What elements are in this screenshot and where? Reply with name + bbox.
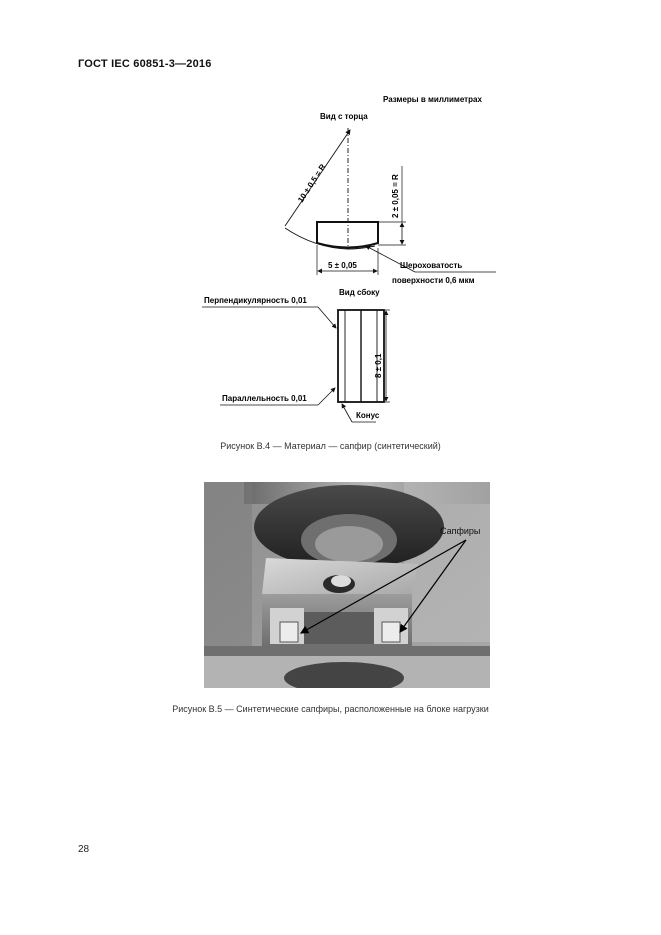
figure-b4-caption: Рисунок B.4 — Материал — сапфир (синтетический) (220, 441, 441, 451)
height-dimension: 2 ± 0,05 = R (391, 174, 400, 218)
side-view-label: Вид сбоку (339, 288, 380, 297)
width-dimension: 5 ± 0,05 (328, 261, 357, 270)
units-note: Размеры в миллиметрах (383, 95, 482, 104)
roughness-line2: поверхности 0,6 мкм (392, 276, 475, 285)
end-view-label: Вид с торца (320, 112, 368, 121)
sapphires-callout: Сапфиры (440, 526, 481, 536)
figure-b4-drawing (180, 88, 510, 433)
page-number: 28 (78, 844, 90, 855)
radius-dimension: 10 ± 0,5 = R (296, 162, 328, 205)
document-header: ГОСТ IEC 60851-3—2016 (78, 58, 212, 70)
perpendicularity-label: Перпендикулярность 0,01 (204, 296, 307, 305)
figure-b5-photo (204, 482, 490, 688)
figure-b5-caption: Рисунок B.5 — Синтетические сапфиры, расположенные на блоке нагрузки (172, 704, 489, 714)
cone-label: Конус (356, 411, 380, 420)
roughness-line1: Шероховатость (400, 261, 463, 270)
parallelism-label: Параллельность 0,01 (222, 394, 307, 403)
length-dimension: 8 ± 0,1 (374, 353, 383, 378)
